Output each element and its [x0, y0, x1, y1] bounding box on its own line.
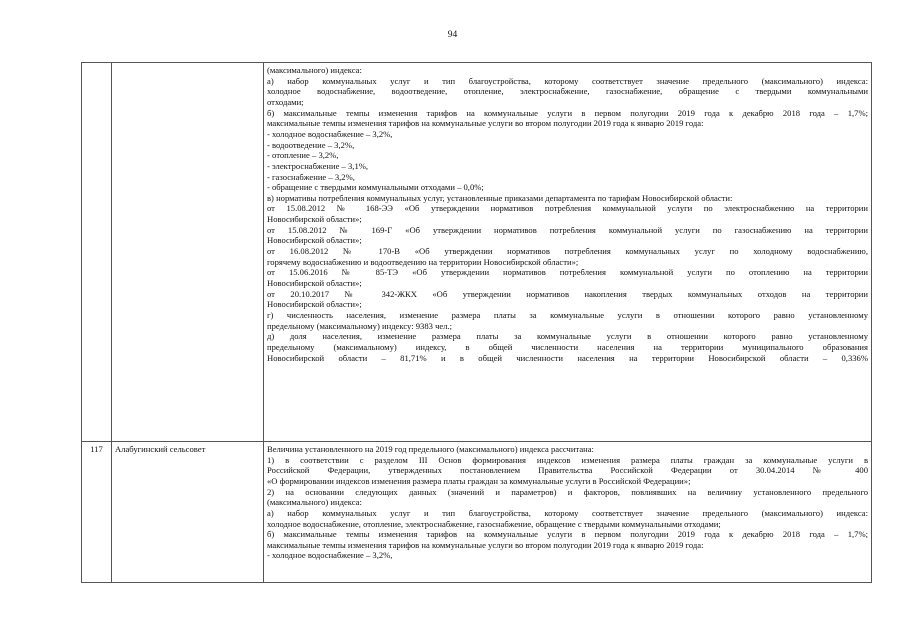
row-number-cell: 117 [82, 442, 112, 583]
text-line: 2) на основании следующих данных (значений и параметров) и факторов, повлиявших на величину установленного предельного [267, 486, 868, 497]
table-row [82, 442, 872, 583]
text-line: от 15.08.2012 № 168-ЭЭ «Об утверждении нормативов потребления коммунальной услуги по электроснабжению на территории [267, 203, 868, 214]
text-line: - газоснабжение – 3,2%, [267, 171, 355, 182]
municipality-name-cell [112, 63, 264, 442]
text-line: отходами; [267, 96, 304, 107]
text-line: Новосибирской области»; [267, 214, 362, 225]
text-line: максимальные темпы изменения тарифов на коммунальные услуги во втором полугодии 2019 года к январю 2019 года: [267, 539, 704, 550]
index-description-cell [264, 63, 872, 442]
text-line: а) набор коммунальных услуг и тип благоустройства, которому соответствует значение предельного (максимального) индекса: [267, 507, 868, 518]
text-line: - водоотведение – 3,2%, [267, 139, 355, 150]
text-line: предельному (максимальному) индексу: 9383 чел.; [267, 320, 453, 331]
text-line: - обращение с твердыми коммунальными отходами – 0,0%; [267, 182, 484, 193]
page-number: 94 [447, 30, 458, 40]
text-line: от 15.06.2016 № 85-ТЭ «Об утверждении нормативов потребления коммунальной услуги по отоплению на территории [267, 267, 868, 278]
text-line: «О формировании индексов изменения размера платы граждан за коммунальные услуги в Российской Федерации»; [267, 475, 691, 486]
text-line: Новосибирской области»; [267, 299, 362, 310]
text-line: Величина установленного на 2019 год предельного (максимального) индекса рассчитана: [267, 444, 594, 454]
text-line: - отопление – 3,2%, [267, 150, 339, 161]
index-description-cell [264, 442, 872, 583]
table-row [82, 63, 872, 442]
text-line: а) набор коммунальных услуг и тип благоустройства, которому соответствует значение предельного (максимального) индекса: [267, 75, 868, 86]
text-line: от 20.10.2017 № 342-ЖКХ «Об утверждении нормативов накопления твердых коммунальных отходов на территории [267, 288, 868, 299]
text-line: холодное водоснабжение, водоотведение, отопление, электроснабжение, газоснабжение, обращение с твердыми коммунальными [267, 86, 868, 97]
text-line: (максимального) индекса: [267, 497, 362, 508]
text-line: максимальные темпы изменения тарифов на коммунальные услуги во втором полугодии 2019 года к январю 2019 года: [267, 118, 704, 129]
text-line: от 15.08.2012 № 169-Г «Об утверждении нормативов потребления коммунальной услуги по газоснабжению на территории [267, 224, 868, 235]
tariff-index-table [81, 62, 872, 583]
text-line: Российской Федерации, утвержденных постановлением Правительства Российской Федерации от 30.04.2014 № 400 [267, 465, 868, 476]
text-line: б) максимальные темпы изменения тарифов на коммунальные услуги в первом полугодии 2019 года к декабрю 2018 года – 1,7%; [267, 107, 868, 118]
text-line: - электроснабжение – 3,1%, [267, 160, 369, 171]
text-line: - холодное водоснабжение – 3,2%, [267, 550, 393, 561]
text-line: Новосибирской области»; [267, 235, 362, 246]
text-line: от 16.08.2012 № 170-В «Об утверждении нормативов потребления коммунальных услуг по холодному водоснабжению, [267, 246, 868, 257]
text-line: д) доля населения, изменение размера платы за коммунальные услуги в отношении которого равно установленному [267, 331, 868, 342]
text-line: в) нормативы потребления коммунальных услуг, установленные приказами департамента по тарифам Новосибирской области: [267, 192, 733, 203]
municipality-name-cell: Алабугинский сельсовет [112, 442, 264, 583]
text-line: Новосибирской области»; [267, 278, 362, 289]
row-number-cell [82, 63, 112, 442]
text-line: (максимального) индекса: [267, 65, 362, 75]
text-line: холодное водоснабжение, отопление, электроснабжение, газоснабжение, обращение с твердыми коммунальными отходами; [267, 518, 721, 529]
text-line: г) численность населения, изменение размера платы за коммунальные услуги в отношении которого равно установленному [267, 309, 868, 320]
text-line: предельному (максимальному) индексу, в общей численности населения на территории муниципального образования [267, 341, 868, 352]
text-line: горячему водоснабжению и водоотведению на территории Новосибирской области»; [267, 256, 579, 267]
text-line: Новосибирской области – 81,71% и в общей численности населения на территории Новосибирской области – 0,336% [267, 352, 868, 363]
text-line: - холодное водоснабжение – 3,2%, [267, 128, 393, 139]
text-line: б) максимальные темпы изменения тарифов на коммунальные услуги в первом полугодии 2019 года к декабрю 2018 года – 1,7%; [267, 529, 868, 540]
text-line: 1) в соответствии с разделом III Основ формирования индексов изменения размера платы граждан за коммунальные услуги в [267, 454, 868, 465]
